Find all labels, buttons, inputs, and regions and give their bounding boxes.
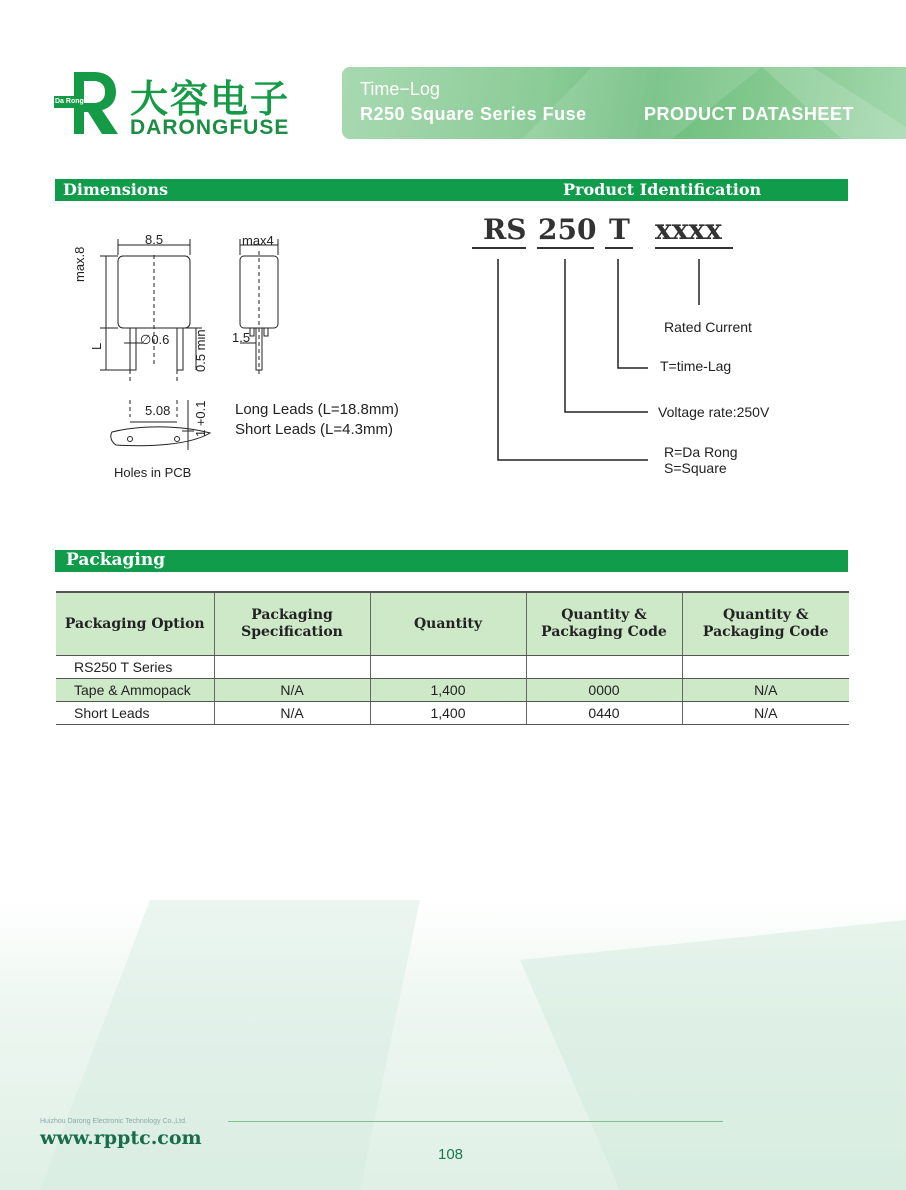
- pid-code-current: xxxx: [655, 213, 722, 246]
- table-cell: [526, 656, 682, 679]
- pid-code-series: RS: [483, 213, 527, 246]
- footer-divider: [228, 1121, 723, 1122]
- header-banner: [342, 67, 906, 139]
- dim-lead-min-label: 0.5 min: [193, 329, 208, 372]
- pid-code-voltage: 250: [538, 213, 597, 246]
- dim-lead-offset-label: 1.5: [232, 330, 251, 345]
- pid-underline-current: [655, 247, 733, 249]
- dim-height-label: max.8: [72, 246, 87, 282]
- table-cell: [370, 656, 526, 679]
- banner-decoration: [342, 67, 906, 139]
- brand-en-name: DARONGFUSE: [130, 116, 290, 139]
- table-cell: N/A: [682, 702, 849, 725]
- dimensions-section-bar: [55, 179, 848, 201]
- footer-url-link[interactable]: www.rpptc.com: [40, 1127, 202, 1149]
- table-header-cell: Quantity: [370, 592, 526, 656]
- pid-voltage-label: Voltage rate:250V: [658, 404, 770, 420]
- dimensions-title: Dimensions: [63, 180, 169, 199]
- dim-width-label: 8.5: [145, 232, 164, 247]
- table-cell: [682, 656, 849, 679]
- table-cell: 0440: [526, 702, 682, 725]
- brand-badge: Da Rong: [55, 98, 84, 105]
- pid-brand-label-2: S=Square: [664, 460, 727, 476]
- table-header-row: [56, 592, 849, 656]
- packaging-section-bar: [55, 550, 848, 572]
- dim-pitch-label: 5.08: [145, 403, 171, 418]
- dim-depth-label: max4: [242, 233, 274, 248]
- holes-caption: Holes in PCB: [114, 465, 192, 480]
- pid-rated-current-label: Rated Current: [664, 319, 752, 335]
- packaging-table: [56, 591, 849, 725]
- page-number: 108: [438, 1146, 464, 1163]
- table-cell: 1,400: [370, 702, 526, 725]
- table-header-cell: Packaging Specification: [214, 592, 370, 656]
- pid-brand-label-1: R=Da Rong: [664, 444, 738, 460]
- table-cell: N/A: [214, 702, 370, 725]
- pid-underline-series: [472, 247, 526, 249]
- dim-lead-length-label: L: [89, 342, 104, 350]
- footer-company: Huizhou Darong Electronic Technology Co.,Ltd.: [40, 1118, 187, 1125]
- brand-cn-name: 大容电子: [130, 77, 291, 121]
- table-cell: [214, 656, 370, 679]
- dim-hole-label: 1 +0.1: [193, 400, 208, 437]
- short-leads-label: Short Leads (L=4.3mm): [235, 421, 393, 438]
- pid-underline-voltage: [537, 247, 594, 249]
- table-row: [56, 702, 849, 725]
- product-identification-title: Product Identification: [563, 180, 762, 199]
- table-cell: N/A: [214, 679, 370, 702]
- table-header-cell: Packaging Option: [56, 592, 214, 656]
- table-cell: RS250 T Series: [56, 656, 214, 679]
- table-header-cell: Quantity & Packaging Code: [526, 592, 682, 656]
- long-leads-label: Long Leads (L=18.8mm): [235, 401, 399, 418]
- table-cell: 1,400: [370, 679, 526, 702]
- pid-time-lag-label: T=time-Lag: [660, 358, 732, 374]
- table-cell: Tape & Ammopack: [56, 679, 214, 702]
- pid-underline-type: [605, 247, 633, 249]
- banner-doc-type: PRODUCT DATASHEET: [644, 104, 854, 124]
- table-row: [56, 656, 849, 679]
- dim-lead-dia-label: ∅0.6: [140, 332, 170, 347]
- table-cell: 0000: [526, 679, 682, 702]
- packaging-title: Packaging: [66, 550, 166, 570]
- table-cell: N/A: [682, 679, 849, 702]
- table-cell: Short Leads: [56, 702, 214, 725]
- banner-series-type: Time−Log: [360, 79, 440, 99]
- banner-product: R250 Square Series Fuse: [360, 104, 587, 124]
- table-header-cell: Quantity & Packaging Code: [682, 592, 849, 656]
- table-row: [56, 679, 849, 702]
- pid-code-type: T: [609, 213, 630, 246]
